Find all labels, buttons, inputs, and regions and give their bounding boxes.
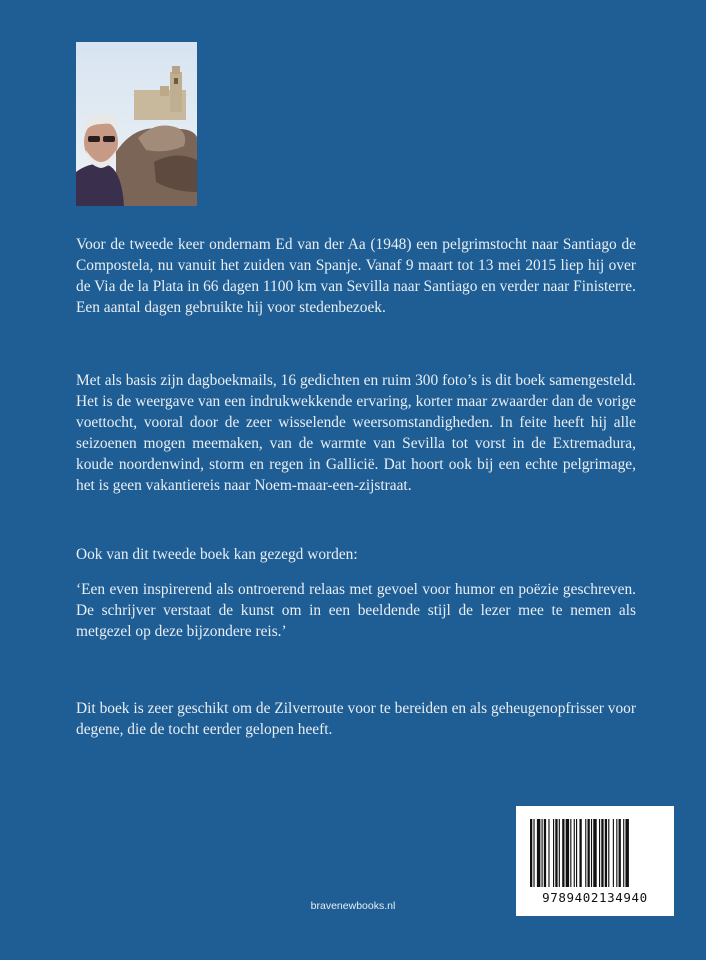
quote-paragraph: ‘Een even inspirerend als ontroerend relaas met gevoel voor humor en poëzie geschreven. De schrijver verstaat de kunst om in een beeldende stijl de lezer mee te nemen als metgezel op deze bijzondere reis.’ <box>76 581 636 640</box>
author-photo <box>76 42 197 206</box>
isbn-number: 9789402134940 <box>542 890 648 905</box>
publisher-url: bravenewbooks.nl <box>310 900 396 912</box>
barcode-bars <box>530 819 660 887</box>
intro-paragraph: Voor de tweede keer ondernam Ed van der Aa (1948) een pelgrimstocht naar Santiago de Compostela, nu vanuit het zuiden van Spanje. Vanaf 9 maart tot 13 mei 2015 liep hij over de Via de la Plata in 66 dagen 1100 km van Sevilla naar Santiago en verder naar Finisterre. Een aantal dagen gebruikte hij voor stedenbezoek. <box>76 236 636 316</box>
quote-intro: Ook van dit tweede boek kan gezegd worden: <box>76 546 358 563</box>
closing-paragraph: Dit boek is zeer geschikt om de Zilverroute voor te bereiden en als geheugenopfrisser voor degene, die de tocht eerder gelopen heeft. <box>76 700 636 738</box>
description-paragraph: Met als basis zijn dagboekmails, 16 gedichten en ruim 300 foto’s is dit boek samengesteld. Het is de weergave van een indrukwekkende ervaring, korter maar zwaarder dan de vorige voettocht, vooral door de zeer wisselende weersomstandigheden. In feite heeft hij alle seizoenen mogen meemaken, van de warmte van Sevilla tot vorst in de Extremadura, koude noordenwind, storm en regen in Gallicië. Dat hoort ook bij een echte pelgrimage, het is geen vakantiereis naar Noem-maar-een-zijstraat. <box>76 372 636 494</box>
